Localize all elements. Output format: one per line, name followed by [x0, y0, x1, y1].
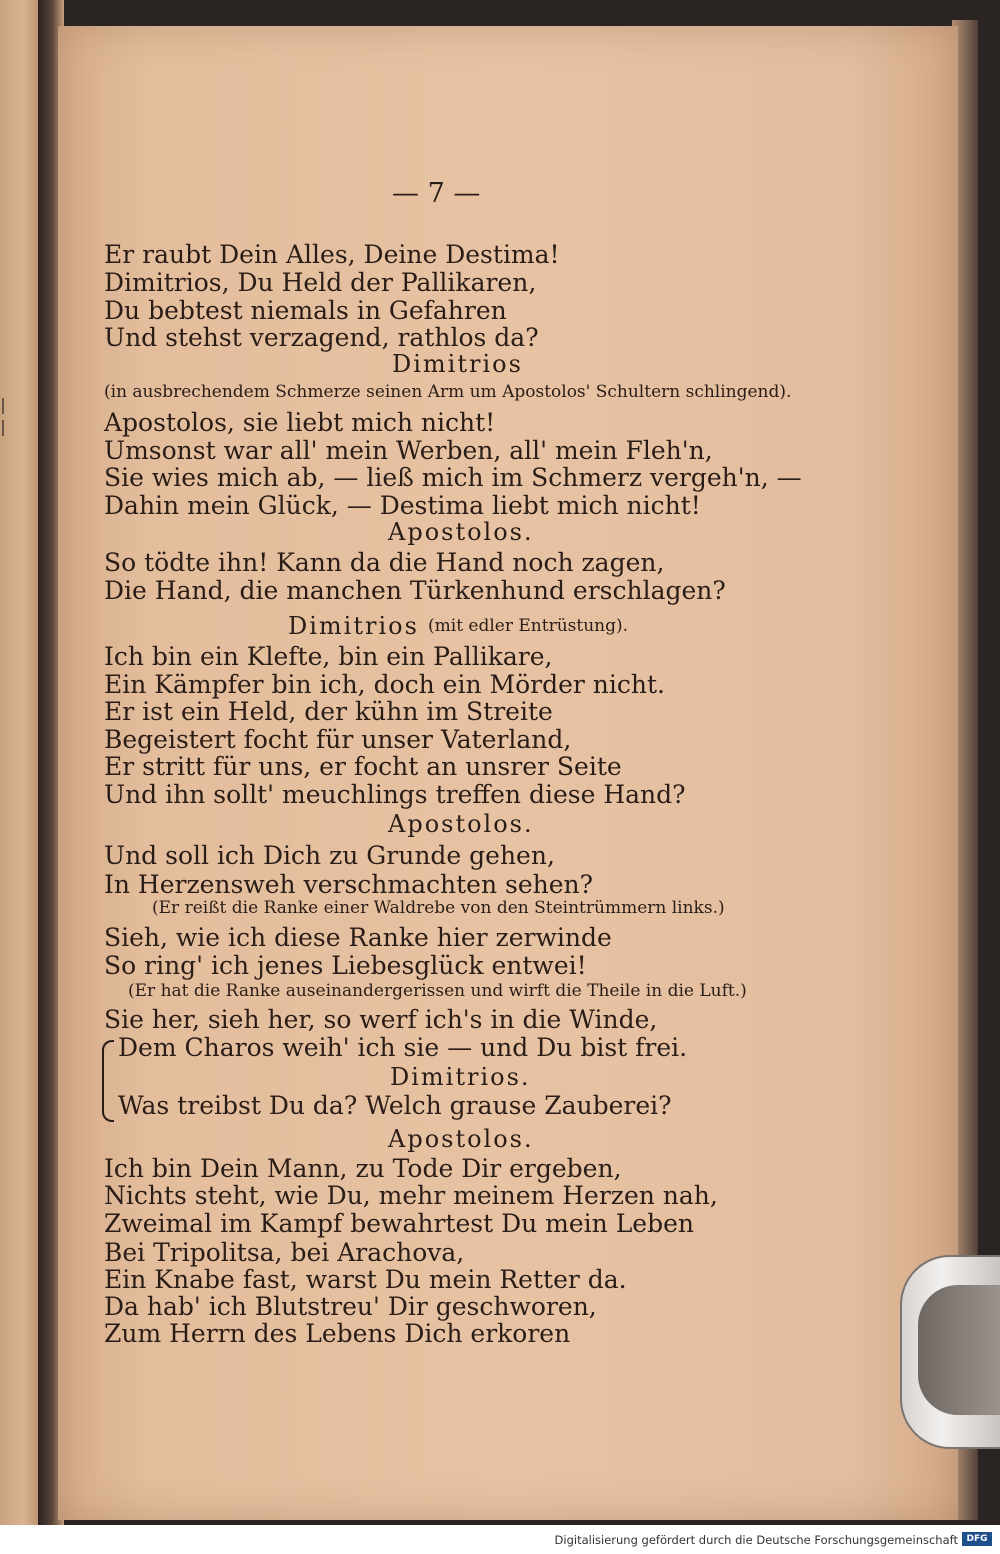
verse-line: Apostolos, sie liebt mich nicht! — [104, 408, 496, 437]
stage-direction: (in ausbrechendem Schmerze seinen Arm um Apostolos' Schultern schlingend). — [104, 382, 792, 402]
stage-direction: (Er reißt die Ranke einer Waldrebe von den Steintrümmern links.) — [152, 898, 725, 918]
verse-line: Ein Kämpfer bin ich, doch ein Mörder nicht. — [104, 670, 665, 699]
stage-direction: (mit edler Entrüstung). — [428, 616, 629, 636]
stage-direction: (Er hat die Ranke auseinandergerissen und wirft die Theile in die Luft.) — [128, 981, 747, 1001]
verse-line: Was treibst Du da? Welch grause Zauberei? — [118, 1091, 672, 1120]
verse-line: Bei Tripolitsa, bei Arachova, — [104, 1238, 465, 1267]
verse-line: Sieh, wie ich diese Ranke hier zerwinde — [104, 923, 612, 952]
verse-line: So tödte ihn! Kann da die Hand noch zagen, — [104, 548, 665, 577]
speaker-name: Dimitrios — [392, 350, 523, 378]
verse-line: Umsonst war all' mein Werben, all' mein Fleh'n, — [104, 436, 713, 465]
speaker-name: Apostolos. — [388, 810, 534, 838]
verse-line: Zum Herrn des Lebens Dich erkoren — [104, 1319, 571, 1348]
page-number: — 7 — — [392, 178, 481, 209]
speaker-name: Dimitrios. — [390, 1063, 531, 1091]
verse-line: Zweimal im Kampf bewahrtest Du mein Leben — [104, 1209, 695, 1238]
verse-line: Ein Knabe fast, warst Du mein Retter da. — [104, 1265, 627, 1294]
funding-credit: Digitalisierung gefördert durch die Deutsche Forschungsgemeinschaft — [554, 1533, 958, 1547]
speaker-name: Apostolos. — [388, 518, 534, 546]
verse-line: Sie her, sieh her, so werf ich's in die Winde, — [104, 1005, 658, 1034]
verse-line: Und stehst verzagend, rathlos da? — [104, 323, 539, 352]
verse-line: Sie wies mich ab, — ließ mich im Schmerz vergeh'n, — — [104, 463, 802, 492]
verse-line: Dahin mein Glück, — Destima liebt mich nicht! — [104, 491, 701, 520]
verse-line: Dimitrios, Du Held der Pallikaren, — [104, 268, 537, 297]
verse-line: So ring' ich jenes Liebesglück entwei! — [104, 951, 587, 980]
verse-line: Nichts steht, wie Du, mehr meinem Herzen nah, — [104, 1181, 718, 1210]
verse-line: Die Hand, die manchen Türkenhund erschlagen? — [104, 576, 726, 605]
verse-line: Er raubt Dein Alles, Deine Destima! — [104, 240, 560, 269]
verse-line: Ich bin Dein Mann, zu Tode Dir ergeben, — [104, 1154, 622, 1183]
verse-line: Begeistert focht für unser Vaterland, — [104, 725, 572, 754]
verse-line: Er stritt für uns, er focht an unsrer Seite — [104, 752, 622, 781]
speaker-name: Dimitrios — [288, 612, 419, 640]
dfg-logo: DFG — [962, 1532, 992, 1546]
verse-line: Und soll ich Dich zu Grunde gehen, — [104, 841, 555, 870]
digitization-footer — [0, 1525, 1000, 1554]
verse-line: Ich bin ein Klefte, bin ein Pallikare, — [104, 642, 553, 671]
verse-line: Und ihn sollt' meuchlings treffen diese Hand? — [104, 780, 686, 809]
verse-line: Da hab' ich Blutstreu' Dir geschworen, — [104, 1292, 597, 1321]
brace-mark — [102, 1040, 114, 1122]
verse-line: Du bebtest niemals in Gefahren — [104, 296, 507, 325]
verse-line: In Herzensweh verschmachten sehen? — [104, 870, 594, 899]
verse-line: Dem Charos weih' ich sie — und Du bist frei. — [118, 1033, 688, 1062]
verse-line: Er ist ein Held, der kühn im Streite — [104, 697, 553, 726]
speaker-name: Apostolos. — [388, 1125, 534, 1153]
